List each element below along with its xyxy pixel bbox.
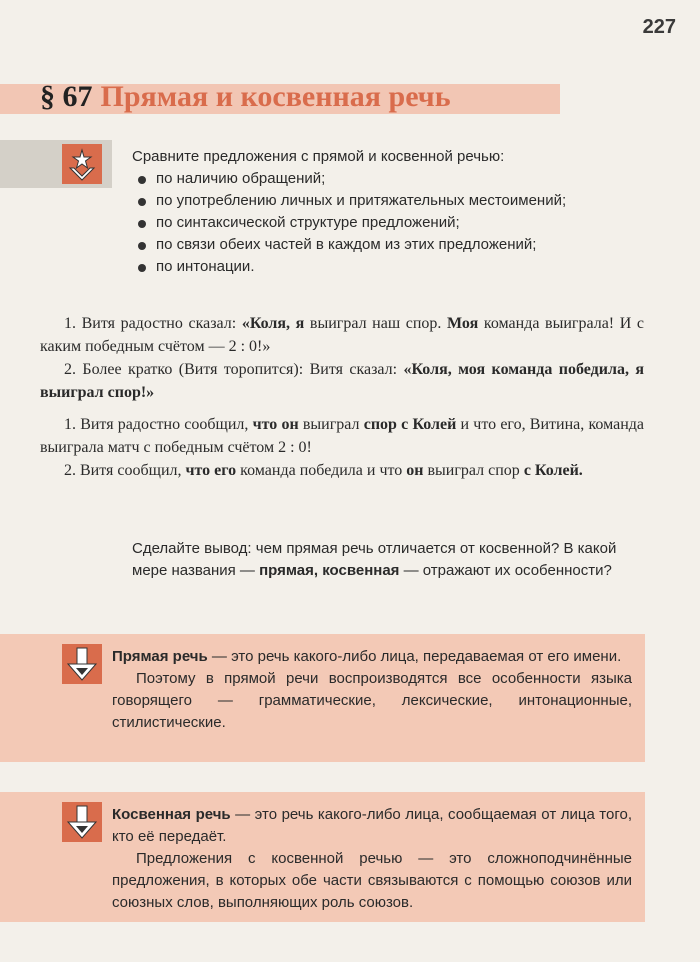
rule-paragraph: Поэтому в прямой речи воспроизводятся все особенности языка говорящего — грамматические, лексические, интонационные, стилистические. — [112, 670, 632, 731]
rule-pointer-icon — [62, 802, 102, 842]
direct-speech-examples — [40, 312, 644, 404]
indirect-speech-examples — [40, 413, 644, 482]
rule-term: Косвенная речь — [112, 806, 231, 823]
example-sentence: 1. Витя радостно сказал: «Коля, я выиграл наш спор. Моя команда выиграла! И с каким победным счётом — 2 : 0!» — [40, 315, 644, 355]
task-criterion: по интонации. — [132, 256, 652, 278]
section-name: Прямая и косвенная речь — [100, 80, 451, 113]
rule-direct-text — [112, 646, 632, 734]
page-number: 227 — [642, 16, 676, 38]
rule-indirect-text — [112, 804, 632, 914]
example-sentence: 2. Витя сообщил, что его команда победила и что он выиграл спор с Колей. — [64, 462, 583, 479]
section-title — [40, 80, 451, 114]
task-criterion: по наличию обращений; — [132, 168, 652, 190]
rule-pointer-icon — [62, 644, 102, 684]
example-sentence: 2. Более кратко (Витя торопится): Витя сказал: «Коля, моя команда победила, я выиграл спор!» — [40, 361, 644, 401]
rule-term: Прямая речь — [112, 648, 208, 665]
task-intro: Сравните предложения с прямой и косвенной речью: — [132, 148, 505, 165]
section-number: § 67 — [40, 80, 93, 113]
conclusion-question: Сделайте вывод: чем прямая речь отличается от косвенной? В какой мере названия — прямая, косвенная — отражают их особенности? — [132, 540, 617, 579]
rule-definition: Прямая речь — это речь какого-либо лица, передаваемая от его имени. — [112, 648, 622, 665]
example-sentence: 1. Витя радостно сообщил, что он выиграл спор с Колей и что его, Витина, команда выиграла матч с победным счётом 2 : 0! — [40, 416, 645, 456]
rule-definition: Косвенная речь — это речь какого-либо лица, сообщаемая от лица того, кто её передаёт. — [112, 806, 632, 845]
task-criterion: по связи обеих частей в каждом из этих предложений; — [132, 234, 652, 256]
task-criterion: по синтаксической структуре предложений; — [132, 212, 652, 234]
task-criterion: по употреблению личных и притяжательных местоимений; — [132, 190, 652, 212]
task — [132, 146, 652, 278]
task-criteria-list — [132, 168, 652, 278]
compare-task-icon — [62, 144, 102, 184]
rule-paragraph: Предложения с косвенной речью — это сложноподчинённые предложения, в которых обе части связываются с помощью союзов или союзных слов, выполняющих роль союзов. — [112, 850, 632, 911]
